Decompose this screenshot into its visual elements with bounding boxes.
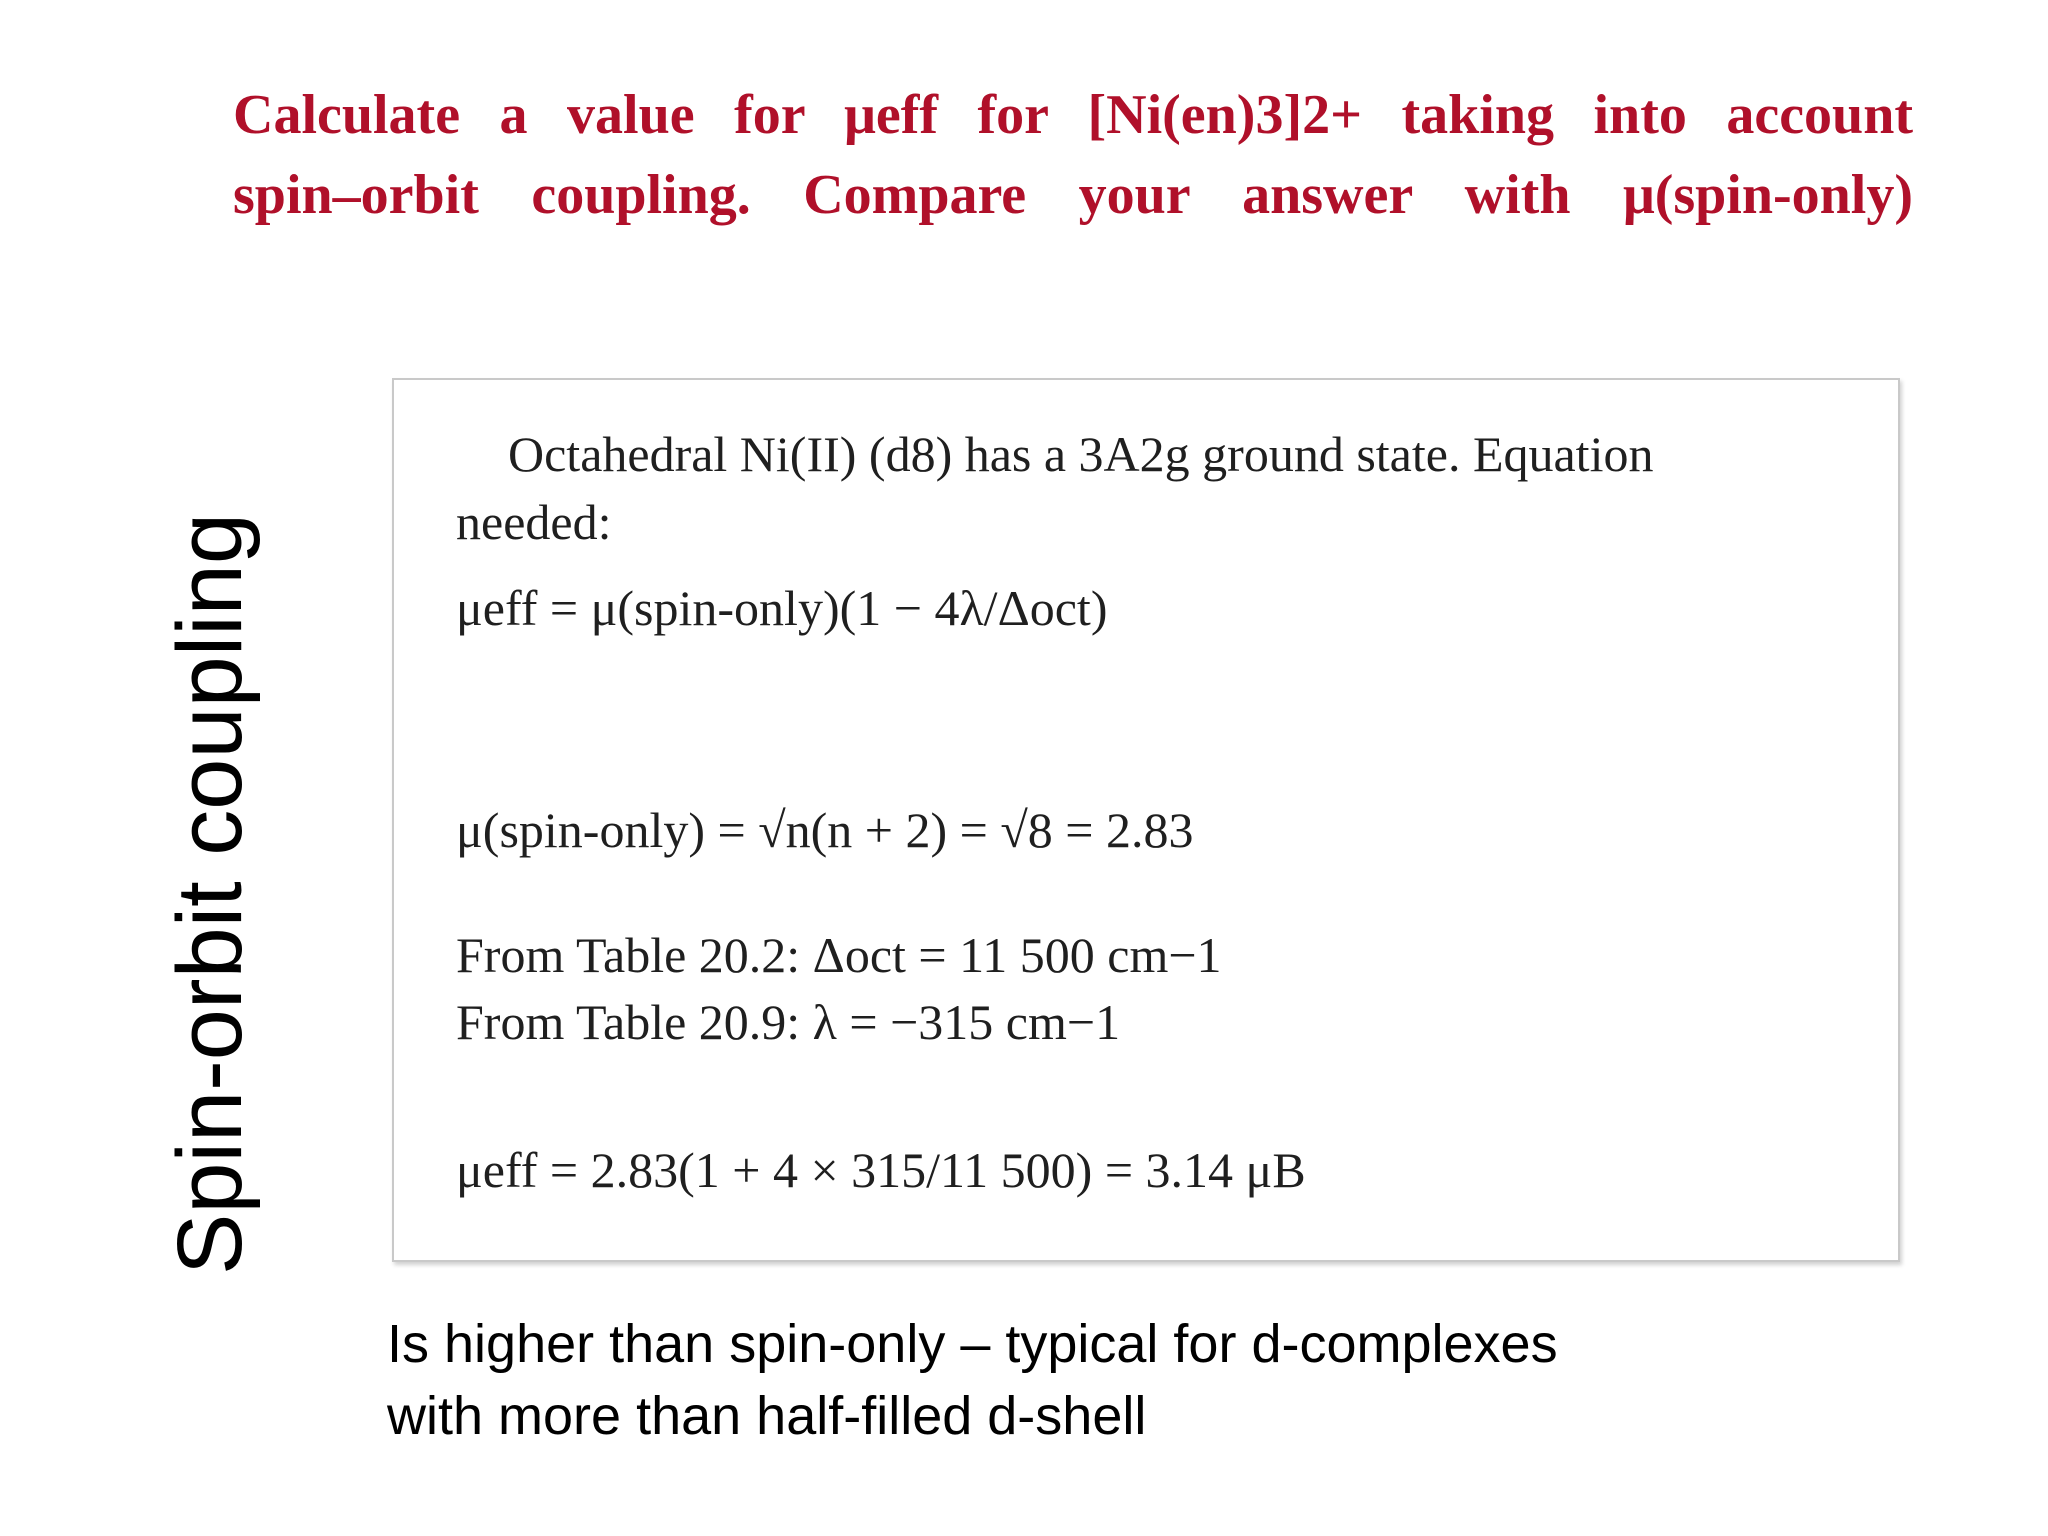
question-heading: [233, 75, 1913, 235]
solution-panel: [392, 378, 1900, 1262]
table-value-delta-text: From Table 20.2: Δoct = 11 500 cm−1: [456, 927, 1222, 983]
table-value-lambda: [456, 992, 1120, 1052]
question-line-1: Calculate a value for μeff for [Ni(en)3]2+ taking into account: [233, 84, 1913, 146]
equation-result: [456, 1140, 1306, 1200]
table-value-lambda-text: From Table 20.9: λ = −315 cm−1: [456, 994, 1121, 1050]
question-line-2: spin–orbit coupling. Compare your answer with μ(spin-only): [233, 164, 1913, 226]
slide-title: Spin-orbit coupling: [159, 512, 261, 1275]
equation-mu-eff-text: μeff = μ(spin-only)(1 − 4λ/Δoct): [456, 580, 1108, 636]
intro-line-1: Octahedral Ni(II) (d8) has a 3A2g ground state. Equation: [508, 426, 1654, 482]
intro-line-2: needed:: [456, 494, 612, 550]
equation-mu-eff: [456, 578, 1107, 638]
equation-spin-only: [456, 800, 1193, 860]
conclusion-text: [387, 1308, 1947, 1452]
conclusion-line-1: Is higher than spin-only – typical for d-complexes: [387, 1314, 1558, 1374]
table-value-delta: [456, 925, 1222, 985]
conclusion-line-2: with more than half-filled d-shell: [387, 1386, 1147, 1446]
intro-text: [456, 420, 1856, 556]
equation-result-text: μeff = 2.83(1 + 4 × 315/11 500) = 3.14 μB: [456, 1142, 1306, 1198]
equation-spin-only-text: μ(spin-only) = √n(n + 2) = √8 = 2.83: [456, 802, 1194, 858]
